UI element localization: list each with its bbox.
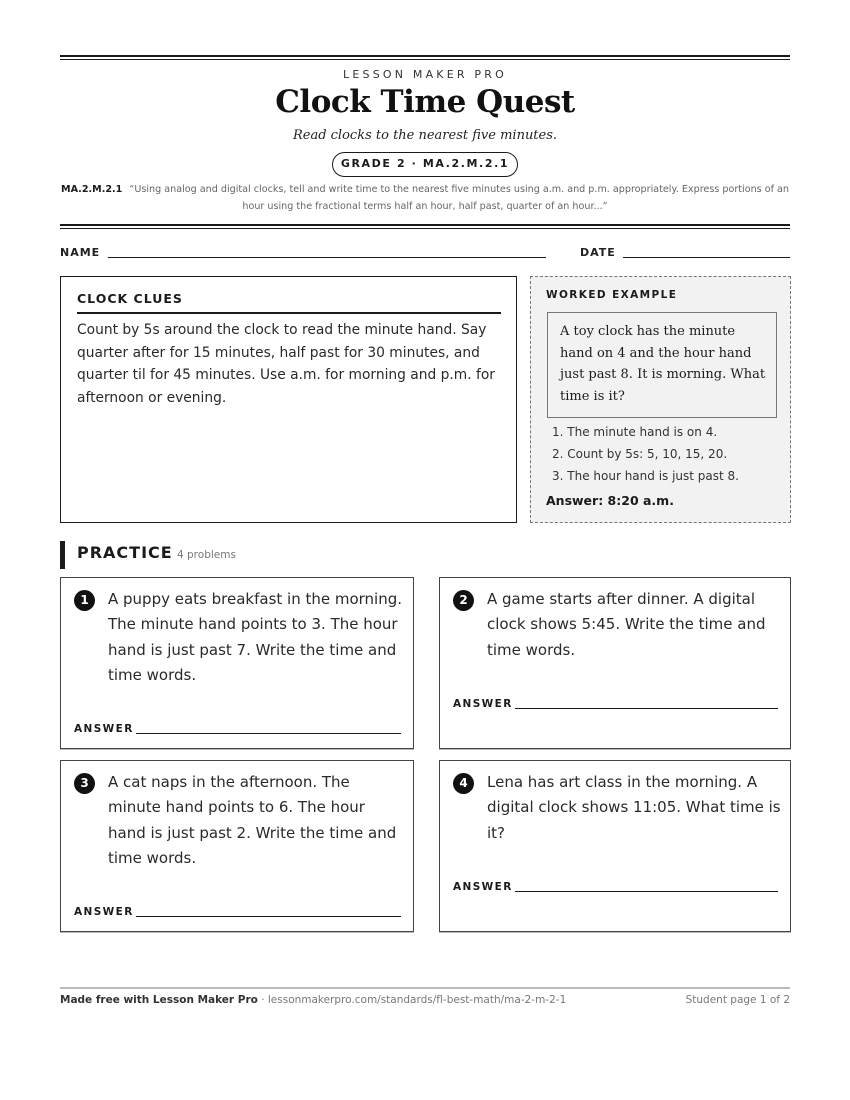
page-title: Clock Time Quest — [275, 84, 575, 120]
standard-description — [60, 181, 790, 215]
page-number: Student page 1 of 2 — [685, 994, 790, 1006]
problem-card-3 — [60, 760, 414, 932]
clock-clues-panel — [60, 276, 517, 523]
standard-code: MA.2.M.2.1 — [61, 184, 123, 195]
problem-number-badge: 2 — [453, 590, 474, 611]
worked-example-title: WORKED EXAMPLE — [546, 289, 678, 301]
worked-step: 1. The minute hand is on 4. — [552, 425, 718, 439]
date-field[interactable] — [623, 257, 790, 258]
problem-card-2 — [439, 577, 791, 749]
header-rule — [60, 224, 790, 229]
clues-text: Count by 5s around the clock to read the minute hand. Say quarter after for 15 minutes, half past for 30 minutes, and quarter til for 45 minutes. Use a.m. for morning and p.m. for afternoon or evening. — [77, 322, 495, 406]
answer-line[interactable] — [515, 708, 778, 709]
answer-label: ANSWER — [74, 906, 134, 918]
worked-step: 3. The hour hand is just past 8. — [552, 469, 739, 483]
answer-label: ANSWER — [74, 723, 134, 735]
name-label: NAME — [60, 246, 101, 259]
name-field[interactable] — [108, 257, 546, 258]
worked-example-panel — [530, 276, 791, 523]
answer-label: ANSWER — [453, 698, 513, 710]
problem-text: Lena has art class in the morning. A digital clock shows 11:05. What time is it? — [487, 773, 781, 842]
problem-number-badge: 1 — [74, 590, 95, 611]
problem-card-1 — [60, 577, 414, 749]
problem-text: A game starts after dinner. A digital clock shows 5:45. Write the time and time words. — [487, 590, 766, 659]
problem-number-badge: 4 — [453, 773, 474, 794]
date-label: DATE — [580, 246, 616, 259]
page-subtitle: Read clocks to the nearest five minutes. — [292, 128, 558, 143]
clues-divider — [77, 312, 501, 314]
grade-badge: GRADE 2 · MA.2.M.2.1 — [332, 152, 518, 177]
answer-line[interactable] — [136, 733, 401, 734]
worked-example-answer: Answer: 8:20 a.m. — [546, 493, 674, 508]
problem-text: A puppy eats breakfast in the morning. The minute hand points to 3. The hour hand is just past 7. Write the time and time words. — [108, 590, 403, 684]
answer-label: ANSWER — [453, 881, 513, 893]
problem-number-badge: 3 — [74, 773, 95, 794]
answer-line[interactable] — [515, 891, 778, 892]
worked-step: 2. Count by 5s: 5, 10, 15, 20. — [552, 447, 728, 461]
worked-example-steps — [552, 421, 739, 487]
worked-example-problem: A toy clock has the minute hand on 4 and the hour hand just past 8. It is morning. What time is it? — [547, 312, 777, 418]
footer-brand: Made free with Lesson Maker Pro — [60, 994, 258, 1006]
problem-text: A cat naps in the afternoon. The minute hand points to 6. The hour hand is just past 2. Write the time and time words. — [108, 773, 397, 867]
practice-count: 4 problems — [177, 549, 236, 561]
standard-text: “Using analog and digital clocks, tell and write time to the nearest five minutes using a.m. and p.m. appropriately. Express portions of an hour using the fractional terms half an hour, half past, quarter of an hour...” — [129, 184, 789, 212]
practice-accent-bar — [60, 541, 65, 569]
top-rule — [60, 55, 790, 60]
practice-title: PRACTICE — [77, 543, 173, 562]
footer-rule — [60, 987, 790, 989]
footer-credit — [60, 994, 566, 1006]
answer-line[interactable] — [136, 916, 401, 917]
clues-title: CLOCK CLUES — [77, 291, 183, 306]
brand-name: LESSON MAKER PRO — [343, 68, 507, 81]
footer-link[interactable]: · lessonmakerpro.com/standards/fl-best-math/ma-2-m-2-1 — [257, 994, 567, 1006]
problem-card-4 — [439, 760, 791, 932]
